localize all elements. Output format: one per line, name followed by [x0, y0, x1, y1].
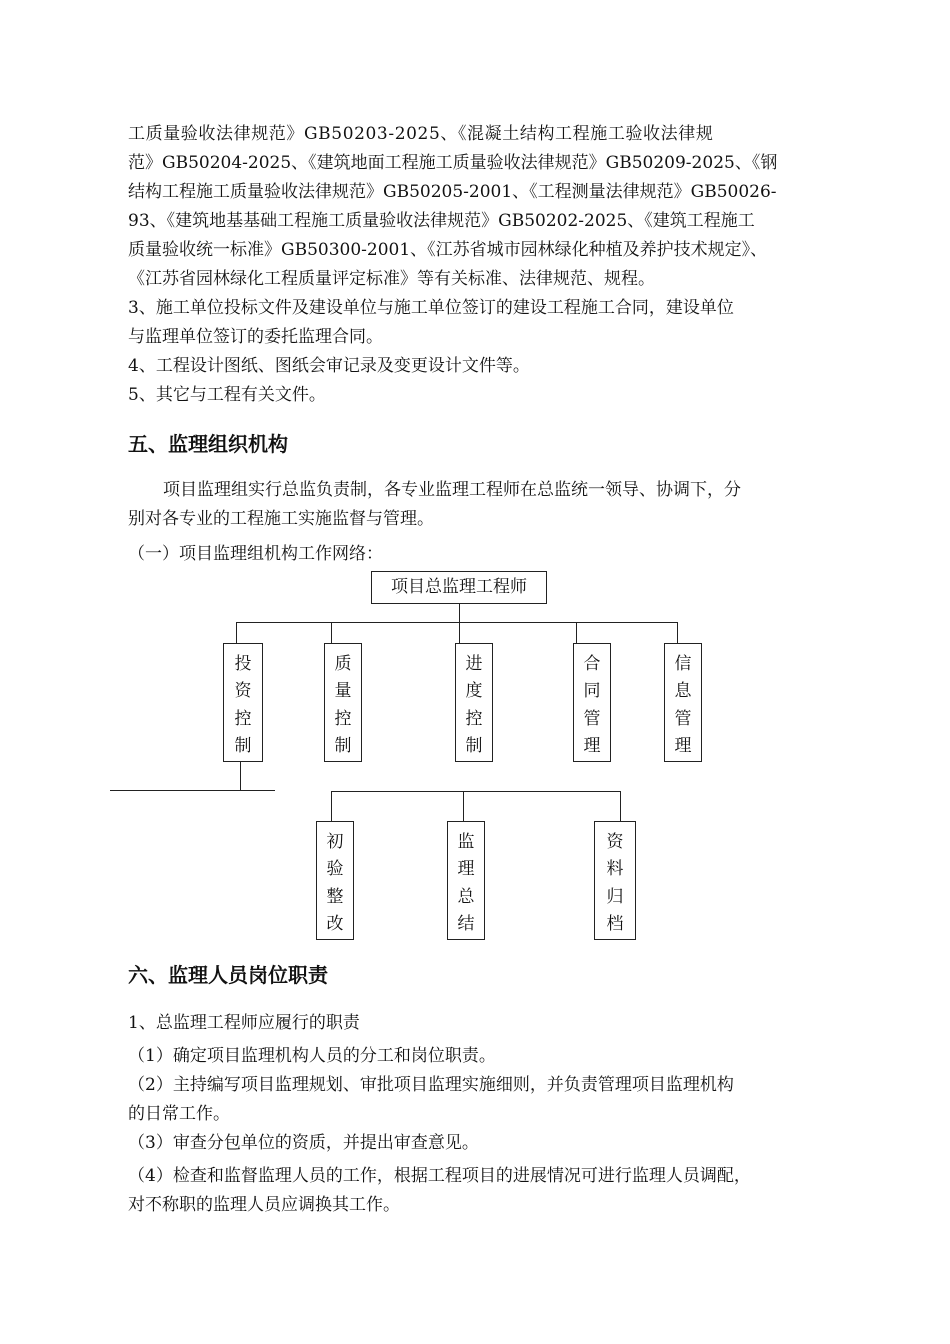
text-line: 对不称职的监理人员应调换其工作。	[128, 1195, 400, 1215]
box-char: 总	[457, 886, 475, 907]
connector-line	[331, 791, 332, 821]
text-line: 4、工程设计图纸、图纸会审记录及变更设计文件等。	[128, 356, 530, 376]
text-line: 范》GB50204-2025、《建筑地面工程施工质量验收法律规范》GB50209-2025、《钢	[128, 153, 778, 173]
text-line: 质量验收统一标准》GB50300-2001、《江苏省城市园林绿化种植及养护技术规定》、	[128, 240, 768, 260]
org-box-investment-control	[223, 643, 263, 762]
text-line: （3）审查分包单位的资质，并提出审查意见。	[128, 1133, 479, 1153]
box-char: 监	[457, 832, 475, 853]
box-char: 制	[465, 735, 483, 756]
text-line: 别对各专业的工程施工实施监督与管理。	[128, 509, 434, 529]
org-root-box: 项目总监理工程师	[371, 571, 547, 604]
connector-line	[459, 622, 460, 643]
connector-line	[331, 791, 620, 792]
org-box-quality-control	[324, 643, 362, 762]
box-char: 结	[457, 913, 475, 934]
connector-line	[677, 622, 678, 643]
box-char: 初	[326, 832, 344, 853]
text-line: 3、施工单位投标文件及建设单位与施工单位签订的建设工程施工合同，建设单位	[128, 298, 734, 318]
box-char: 度	[465, 681, 483, 702]
connector-line	[110, 790, 275, 791]
box-char: 控	[234, 708, 252, 729]
box-char: 资	[606, 832, 624, 853]
box-char: 控	[334, 708, 352, 729]
org-box-contract-management	[573, 643, 611, 762]
text-line: （2）主持编写项目监理规划、审批项目监理实施细则，并负责管理项目监理机构	[128, 1075, 734, 1095]
section-heading: 五、监理组织机构	[128, 432, 288, 456]
box-char: 控	[465, 708, 483, 729]
org-box-supervision-summary	[447, 821, 485, 940]
text-line: 1、总监理工程师应履行的职责	[128, 1013, 360, 1033]
org-box-initial-inspection	[316, 821, 354, 940]
box-char: 料	[606, 859, 624, 880]
chart-caption: （一）项目监理组机构工作网络：	[128, 544, 383, 564]
connector-line	[463, 791, 464, 821]
box-char: 归	[606, 886, 624, 907]
box-char: 资	[234, 681, 252, 702]
text-line: 与监理单位签订的委托监理合同。	[128, 327, 383, 347]
box-char: 进	[465, 654, 483, 675]
text-line: 项目监理组实行总监负责制，各专业监理工程师在总监统一领导、协调下，分	[163, 480, 741, 500]
box-char: 息	[674, 681, 692, 702]
box-char: 投	[234, 654, 252, 675]
text-line: （1）确定项目监理机构人员的分工和岗位职责。	[128, 1046, 496, 1066]
box-char: 改	[326, 913, 344, 934]
text-line: 93、《建筑地基基础工程施工质量验收法律规范》GB50202-2025、《建筑工程施工	[128, 211, 755, 231]
box-char: 信	[674, 654, 692, 675]
box-char: 验	[326, 859, 344, 880]
org-box-schedule-control	[455, 643, 493, 762]
connector-line	[236, 622, 677, 623]
connector-line	[331, 622, 332, 643]
connector-line	[240, 762, 241, 790]
org-box-information-management	[664, 643, 702, 762]
text-line: 5、其它与工程有关文件。	[128, 385, 326, 405]
box-char: 整	[326, 886, 344, 907]
box-char: 制	[334, 735, 352, 756]
box-char: 合	[583, 654, 601, 675]
text-line: 的日常工作。	[128, 1104, 230, 1124]
box-char: 量	[334, 681, 352, 702]
text-line: 结构工程施工质量验收法律规范》GB50205-2001、《工程测量法律规范》GB50026-	[128, 182, 777, 202]
connector-line	[620, 791, 621, 821]
box-char: 同	[583, 681, 601, 702]
connector-line	[236, 622, 237, 643]
connector-line	[459, 604, 460, 622]
box-char: 档	[606, 913, 624, 934]
section-heading: 六、监理人员岗位职责	[128, 963, 328, 987]
box-char: 理	[674, 735, 692, 756]
box-char: 理	[583, 735, 601, 756]
box-char: 质	[334, 654, 352, 675]
text-line: 《江苏省园林绿化工程质量评定标准》等有关标准、法律规范、规程。	[128, 269, 655, 289]
box-char: 理	[457, 859, 475, 880]
org-box-document-archiving	[594, 821, 636, 940]
box-char: 管	[674, 708, 692, 729]
text-line: （4）检查和监督监理人员的工作，根据工程项目的进展情况可进行监理人员调配，	[128, 1166, 751, 1186]
box-char: 管	[583, 708, 601, 729]
box-char: 制	[234, 735, 252, 756]
text-line: 工质量验收法律规范》GB50203-2025、《混凝土结构工程施工验收法律规	[128, 124, 714, 144]
connector-line	[576, 622, 577, 643]
